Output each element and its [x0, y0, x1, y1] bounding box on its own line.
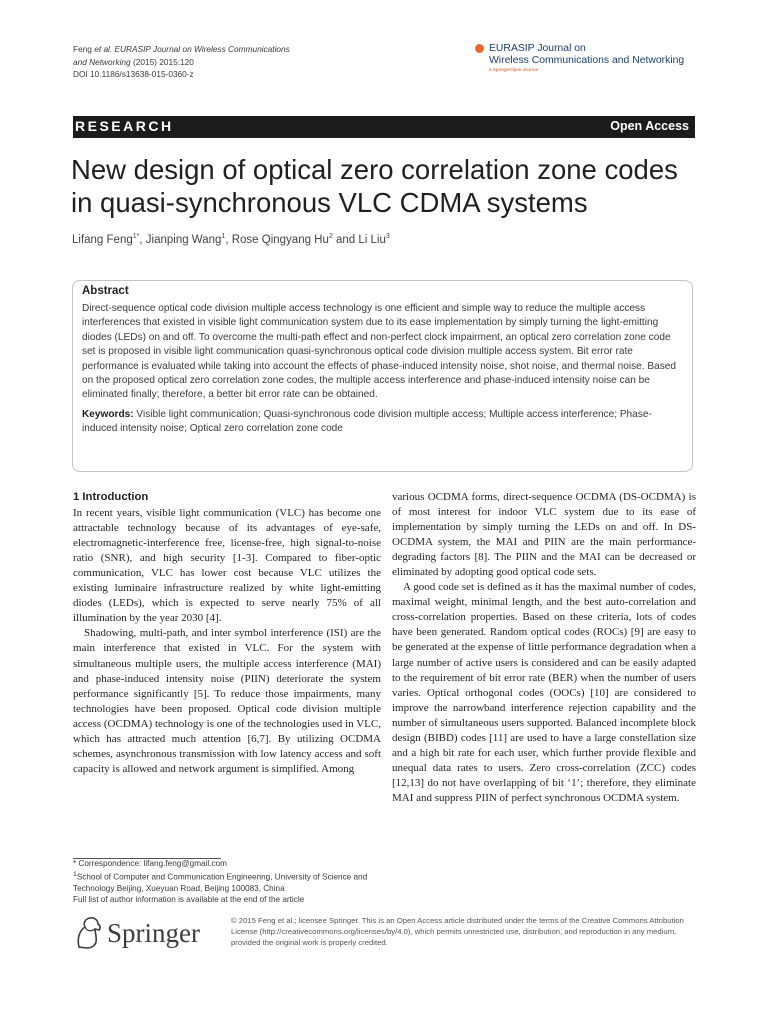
citation-header	[73, 43, 290, 81]
abstract-text: Direct-sequence optical code division multiple access technology is one efficient and simple way to reduce the multiple access interferences that existed in visible light communication system due to its ease implementation by simply turning the light-emitting diodes (LEDs) on and off. To overcome the multi-path effect and non-perfect clock impairment, an optical zero correlation zone code set is proposed in visible light communication quasi-synchronous optical code division multiple access system. Bit error rate performance is evaluated while taking into account the effects of phase-induced intensity noise, shot noise, and thermal noise. Based on the proposed optical zero correlation zone codes, the multiple access interference and phase-induced intensity noise can be eliminated finally; therefore, a better bit error rate can be obtained.	[82, 303, 677, 401]
springer-wordmark: Springer	[107, 917, 200, 948]
footnote	[73, 858, 383, 906]
springeropen-tagline: a SpringerOpen Journal	[489, 67, 538, 72]
eurasip-logo-icon	[475, 44, 484, 53]
paragraph: In recent years, visible light communication (VLC) has become one attractable technology because of its advantages of eye-safe, electromagnetic-interference free, license-free, high signal-to-noise ratio (SNR), and high security [1-3]. Compared to fiber-optic communication, VLC has lower cost because VLC utilizes the existing luminaire infrastructure realized by white light-emitting diodes (LEDs), which is expected to serve nearly 75% of all illumination by the year 2030 [4].	[73, 507, 381, 625]
keywords-text: Visible light communication; Quasi-synchronous code division multiple access; Multiple access interference; Phase-induced intensity noise; Optical zero correlation zone code	[82, 408, 652, 435]
journal-logo	[475, 43, 735, 72]
article-title: New design of optical zero correlation zone codes in quasi-synchronous VLC CDMA systems	[71, 154, 678, 218]
journal-name-line1: EURASIP Journal on	[489, 43, 586, 54]
license-text: © 2015 Feng et al.; licensee Springer. This is an Open Access article distributed under the terms of the Creative Commons Attribution License (http://creativecommons.org/licenses/by/4.0), which permits unrestricted use, distribution, and reproduction in any medium, provided the original work is properly credited.	[231, 916, 684, 947]
author-affiliation-mark: 3	[385, 233, 390, 240]
author-separator: ,	[139, 233, 146, 246]
citation-journal-cont: and Networking	[73, 56, 131, 67]
abstract-box	[72, 280, 693, 472]
author-affiliation-mark: 1*	[132, 233, 140, 240]
paragraph: various OCDMA forms, direct-sequence OCDMA (DS-OCDMA) is of most interest for indoor VLC system due to its ease of implementation by simply turning the LEDs on and off. In DS-OCDMA system, the MAI and PIIN are the main performance-degrading factors [8]. The PIIN and the MAI can be decreased or eliminated by adopting good optical code sets.	[392, 491, 696, 579]
author-info-note: Full list of author information is available at the end of the article	[73, 895, 305, 905]
affiliation-mark: 1	[73, 871, 77, 879]
article-type-label: RESEARCH	[75, 118, 174, 134]
author-affiliation-mark: 1	[221, 233, 226, 240]
abstract-heading: Abstract	[82, 285, 129, 297]
author[interactable]: Rose Qingyang Hu	[231, 233, 329, 246]
author[interactable]: Lifang Feng	[72, 233, 133, 246]
citation-volume: (2015) 2015:120	[130, 56, 194, 67]
article-type-bar	[73, 116, 695, 138]
paragraph: Shadowing, multi-path, and inter symbol interference (ISI) are the main interference that existed in VLC. For the system with simultaneous multiple users, the multiple access interference (MAI) and phase-induced intensity noise (PIIN) deteriorate the system performance significantly [5]. To reduce those impairments, many technologies have been proposed. Optical code division multiple access (OCDMA) technology is one of the technologies used in VLC, which has attracted much attention [6,7]. By utilizing OCDMA schemes, asynchronous transmission with low latency access and soft capacity is allowed and network argument is simplified. Among	[73, 627, 381, 775]
author-separator: ,	[225, 233, 232, 246]
author[interactable]: Jianping Wang	[145, 233, 222, 246]
affiliation	[73, 869, 383, 894]
paragraph: A good code set is defined as it has the maximal number of codes, maximal weight, minimal length, and the best auto-correlation and cross-correlation properties. Based on these criteria, lots of codes have been generated. Random optical codes (ROCs) [9] are easy to be generated at the expense of little performance degradation when a large number of active users is considered and can be easily adapted to the requirement of bit error rate (BER) when the number of users varies. Optical orthogonal codes (OOCs) [10] are considered to improve the narrowband interference rejection capability and the number of simultaneous users supported. Balanced incomplete block design (BIBD) codes [11] are used to have a large constellation size and a high bit rate for each user, which further provide flexible and unequal data rates to users. Zero cross-correlation (ZCC) codes [12,13] do not have overlapping of bit ‘1’; therefore, they eliminate MAI and suppress PIIN of perfect synchronous OCDMA system.	[392, 581, 696, 804]
left-column	[73, 490, 381, 777]
section-heading: 1 Introduction	[73, 491, 149, 503]
journal-name-line2: Wireless Communications and Networking	[489, 55, 685, 66]
keywords	[82, 408, 683, 437]
doi-link[interactable]: DOI 10.1186/s13638-015-0360-z	[73, 69, 194, 80]
keywords-label: Keywords:	[82, 408, 134, 420]
author-affiliation-mark: 2	[328, 233, 333, 240]
springer-logo	[73, 915, 200, 951]
open-access-label: Open Access	[610, 119, 689, 133]
springer-horse-icon	[73, 915, 103, 951]
author-separator: and	[332, 233, 359, 246]
correspondence-email[interactable]: * Correspondence: lifang.feng@gmail.com	[73, 859, 227, 868]
author[interactable]: Li Liu	[358, 233, 386, 246]
right-column	[392, 490, 696, 806]
author-list	[72, 233, 390, 246]
affiliation-text: School of Computer and Communication Engineering, University of Science and Technology Beijing, Xueyuan Road, Beijing 100083, China	[73, 872, 368, 894]
citation-authors: Feng	[73, 44, 95, 54]
citation-journal: et al. EURASIP Journal on Wireless Communications	[94, 44, 290, 54]
